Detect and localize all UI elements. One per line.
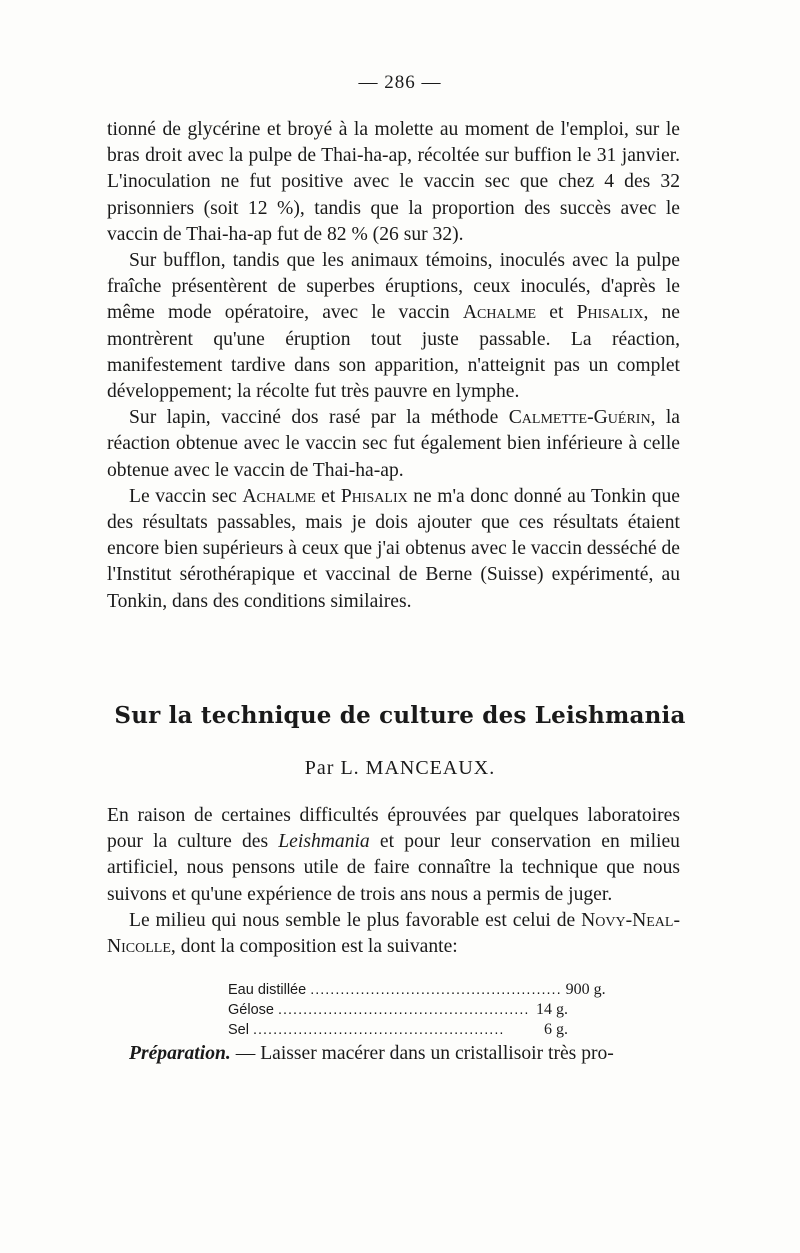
paragraph bbox=[107, 248, 680, 405]
section-label: Préparation. bbox=[129, 1043, 231, 1064]
dot-leader: .................................................. bbox=[252, 1022, 505, 1038]
author-name: Phisalix bbox=[576, 302, 644, 324]
ingredient-name: Gélose bbox=[228, 1002, 274, 1018]
ingredient-name: Sel bbox=[228, 1022, 249, 1038]
text-run: Le vaccin sec bbox=[129, 485, 243, 507]
text-run: En raison de certaines difficultés éprouvées par quelques laboratoires pour la culture des bbox=[107, 805, 680, 853]
paragraph bbox=[107, 1041, 680, 1067]
text-run: Le milieu qui nous semble le plus favorable est celui de bbox=[129, 909, 582, 931]
author-name: Novy-Neal-Nicolle bbox=[107, 909, 680, 958]
text-run: — Laisser macérer dans un cristallisoir très pro- bbox=[230, 1043, 614, 1064]
ingredient-quantity: 14 g. bbox=[536, 1001, 568, 1018]
text-run: et pour leur conservation en milieu artificiel, nous pensons utile de faire connaître la technique que nous suivons et qu'une expérience de trois ans nous a permis de juger. bbox=[107, 831, 680, 905]
paragraph bbox=[107, 908, 680, 960]
paragraph bbox=[107, 803, 680, 908]
dot-leader: .................................................. bbox=[310, 982, 562, 998]
text-run: Sur lapin, vacciné dos rasé par la méthode bbox=[129, 407, 509, 429]
composition-table bbox=[228, 980, 606, 1040]
author-name: Phisalix bbox=[340, 485, 408, 507]
genus-name: Leishmania bbox=[278, 831, 370, 853]
author-byline: Par L. MANCEAUX. bbox=[304, 757, 496, 779]
author-name: Achalme bbox=[242, 485, 316, 507]
text-run: , la réaction obtenue avec le vaccin sec fut également bien inférieure à celle obtenue avec le vaccin de Thai-ha-ap. bbox=[107, 407, 681, 481]
ingredient-name: Eau distillée bbox=[228, 982, 307, 998]
composition-row bbox=[228, 1020, 568, 1040]
ingredient-quantity: 6 g. bbox=[544, 1021, 568, 1038]
author-name: Achalme bbox=[462, 302, 537, 324]
text-run: tionné de glycérine et broyé à la molette au moment de l'emploi, sur le bras droit avec la pulpe de Thai-ha-ap, récoltée sur buffion le 31 janvier. L'inoculation ne fut positive avec le vaccin sec que chez 4 des 32 prisonniers (soit 12 %), tandis que la proportion des succès avec le vaccin de Thai-ha-ap fut de 82 % (26 sur 32). bbox=[107, 119, 680, 245]
ingredient-quantity: 900 g. bbox=[565, 981, 606, 998]
dot-leader: .................................................. bbox=[277, 1002, 530, 1018]
text-run: ne m'a donc donné au Tonkin que des résultats passables, mais je dois ajouter que ces résultats étaient encore bien supérieurs à ceux que j'ai obtenus avec le vaccin desséché de l'Institut sérothérapique et vaccinal de Berne (Suisse) expérimenté, au Tonkin, dans des conditions similaires. bbox=[107, 485, 680, 612]
composition-row bbox=[228, 980, 606, 1000]
text-run: , dont la composition est la suivante: bbox=[170, 936, 458, 958]
text-run: et bbox=[315, 485, 341, 507]
paragraph bbox=[107, 484, 680, 615]
paragraph bbox=[107, 117, 680, 248]
author-name: Calmette-Guérin bbox=[508, 407, 651, 429]
text-run: et bbox=[536, 302, 577, 324]
text-run: Sur bufflon, tandis que les animaux témoins, inoculés avec la pulpe fraîche présentèrent de superbes éruptions, ceux inoculés, d'après le même mode opératoire, avec le vaccin bbox=[107, 250, 680, 324]
text-run: , ne montrèrent qu'une éruption tout juste passable. La réaction, manifestement tardive dans son apparition, n'atteignit pas un complet développement; la récolte fut très pauvre en lymphe. bbox=[107, 302, 681, 403]
page-number: — 286 — bbox=[358, 72, 442, 93]
body-text-top bbox=[107, 117, 680, 615]
paragraph bbox=[107, 405, 680, 484]
body-text-mid bbox=[107, 803, 680, 960]
article-title: Sur la technique de culture des Leishmania bbox=[114, 702, 686, 729]
composition-row bbox=[228, 1000, 568, 1020]
body-text-bottom bbox=[107, 1041, 680, 1067]
